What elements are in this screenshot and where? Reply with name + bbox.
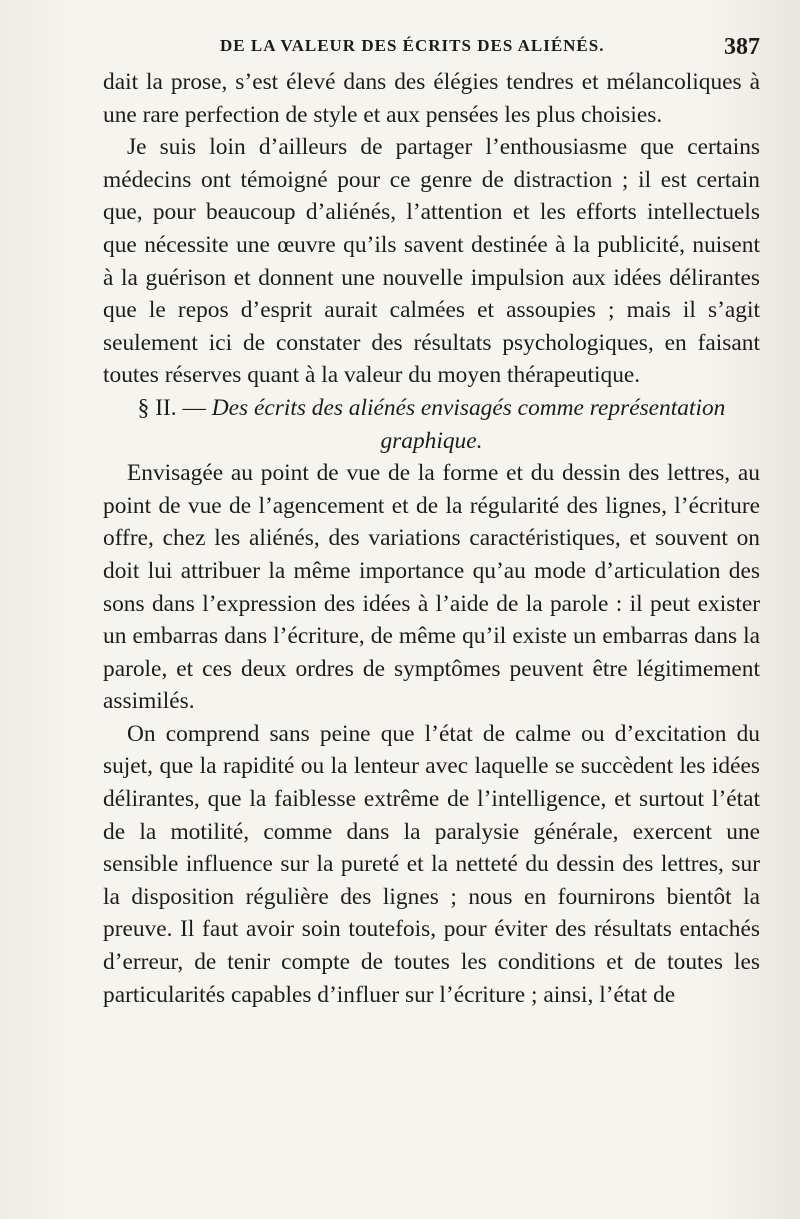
paragraph: Je suis loin d’ailleurs de partager l’enthousiasme que certains médecins ont témoigné pour ce genre de distraction ; il est certain que, pour beaucoup d’aliénés, l’attention et les efforts intellectuels que nécessite une œuvre qu’ils savent destinée à la publicité, nuisent à la guérison et donnent une nouvelle impulsion aux idées délirantes que le repos d’esprit aurait calmées et assoupies ; mais il s’agit seulement ici de constater des résultats psychologiques, en faisant toutes réserves quant à la valeur du moyen thérapeutique. <box>103 134 760 389</box>
running-head <box>100 34 760 64</box>
running-title: DE LA VALEUR DES ÉCRITS DES ALIÉNÉS. <box>220 36 605 55</box>
paragraph: Envisagée au point de vue de la forme et du dessin des lettres, au point de vue de l’agencement et de la régularité des lignes, l’écriture offre, chez les aliénés, des variations caractéristiques, et souvent on doit lui attribuer la même importance qu’au mode d’articulation des sons dans l’expression des idées à l’aide de la parole : il peut exister un embarras dans l’écriture, de même qu’il existe un embarras dans la parole, et ces deux ordres de symptômes peuvent être légitimement assimilés. <box>103 460 760 715</box>
paragraph-continuation: dait la prose, s’est élevé dans des élégies tendres et mélancoliques à une rare perfection de style et aux pensées les plus choisies. <box>103 69 760 128</box>
paragraph: On comprend sans peine que l’état de calme ou d’excitation du sujet, que la rapidité ou la lenteur avec laquelle se succèdent les idées délirantes, que la faiblesse extrême de l’intelligence, et surtout l’état de la motilité, comme dans la paralysie générale, exercent une sensible influence sur la pureté et la netteté du dessin des lettres, sur la disposition régulière des lignes ; nous en fournirons bientôt la preuve. Il faut avoir soin toutefois, pour éviter des résultats entachés d’erreur, de tenir compte de toutes les conditions et de toutes les particularités capables d’influer sur l’écriture ; ainsi, l’état de <box>103 720 760 1008</box>
section-heading <box>103 392 760 457</box>
section-title: Des écrits des aliénés envisagés comme représentation graphique. <box>211 394 726 454</box>
page-number: 387 <box>724 34 760 60</box>
body-text <box>103 66 760 1011</box>
section-number: § II. — <box>137 394 206 421</box>
